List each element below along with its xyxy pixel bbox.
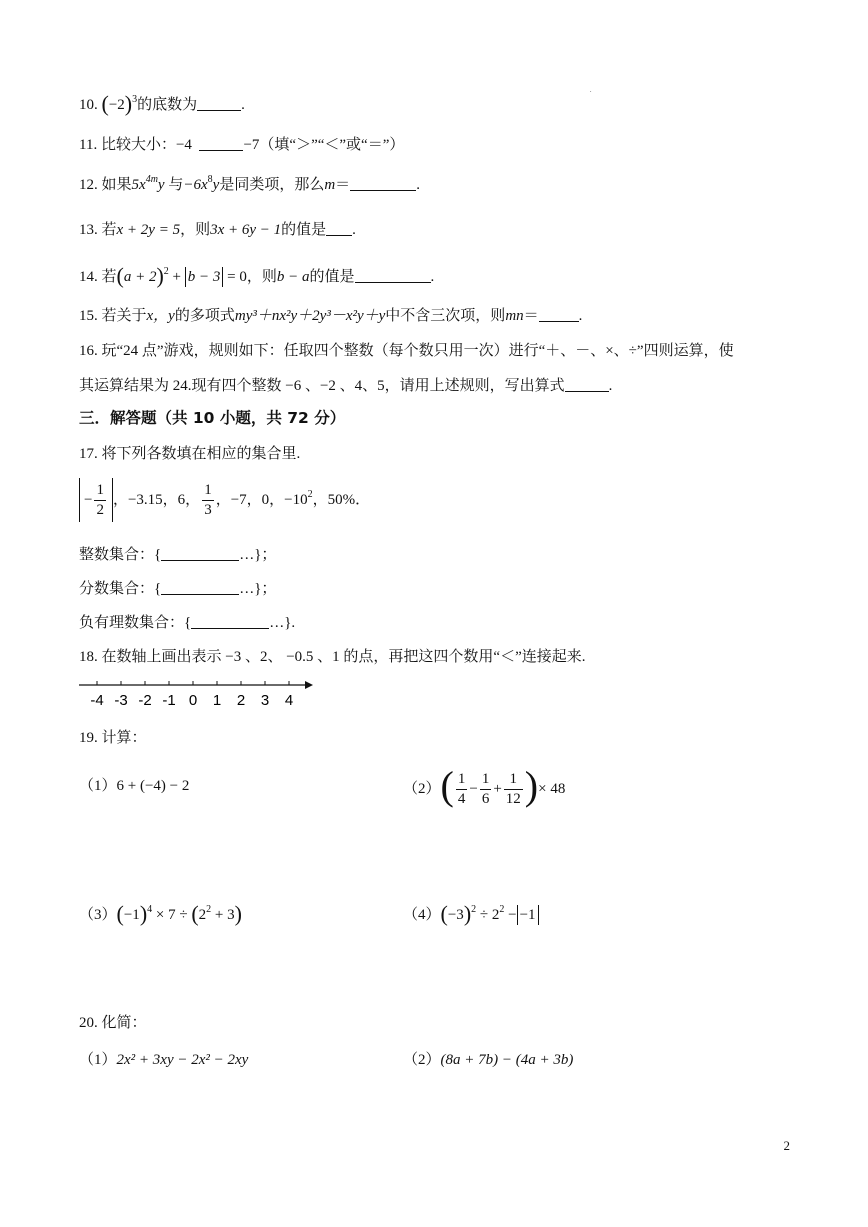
part-label: （2） [403, 1052, 441, 1068]
question-number: 19. [79, 730, 98, 746]
part-label: （4） [403, 907, 441, 923]
part-label: （2） [403, 781, 441, 797]
math-polynomial: my³＋nx²y＋2y³－x²y＋y [234, 308, 386, 324]
q20-part-2 [403, 1050, 573, 1070]
math-expression: 6 + (−4) − 2 [116, 778, 190, 794]
integer-set: 整数集合：{ …}； [79, 547, 277, 563]
math-expression: 2x² + 3xy − 2x² − 2xy [116, 1052, 249, 1068]
answer-blank[interactable] [350, 176, 416, 191]
answer-blank[interactable] [199, 136, 243, 151]
number-line-tick-label: -1 [162, 692, 176, 709]
arrow-icon [305, 681, 313, 689]
stray-dot: . [590, 88, 592, 94]
number-list: − $\frac{1}{2}$ ，−3.15，6， $\frac{1}{3}$ ，−7，0，$-10^2$，50%． [79, 478, 370, 522]
question-16-line2: 其运算结果为 24.现有四个整数 −6 、−2 、4、5，请用上述规则，写出算式 . [79, 378, 613, 394]
answer-blank[interactable] [326, 221, 352, 236]
math-absolute: b − 3 [185, 267, 224, 287]
question-15: 15. 若关于x，y的多项式my³＋nx²y＋2y³－x²y＋y中不含三次项，则mn＝ . [79, 308, 583, 324]
math-base: −2 [108, 97, 125, 113]
question-number: 18. [79, 649, 98, 665]
number-line-tick-label: 0 [188, 692, 198, 709]
question-number: 11. [79, 137, 98, 153]
part-label: （1） [79, 1052, 117, 1068]
question-text: 玩“24 点”游戏，规则如下：任取四个整数（每个数只用一次）进行“＋、－、×、÷”四则运算，使 [101, 343, 734, 359]
answer-blank[interactable] [161, 546, 239, 561]
question-text: 比较大小： [100, 137, 176, 153]
question-16 [79, 341, 734, 361]
set-label: 整数集合：{ [79, 547, 162, 563]
answer-blank[interactable] [191, 614, 269, 629]
q19-part-4: $(4)(-3)^2 \div 2^2 - -1$ [403, 904, 539, 925]
math-expression: (8a + 7b) − (4a + 3b) [440, 1052, 574, 1068]
math-term: −6x [183, 177, 208, 193]
answer-blank[interactable] [161, 580, 239, 595]
question-11 [79, 135, 404, 155]
number-line-tick-label: -3 [114, 692, 128, 709]
question-number: 14. [79, 269, 98, 285]
question-number: 16. [79, 343, 98, 359]
q20-part-1 [79, 1050, 248, 1070]
math-value: −7 [243, 137, 260, 153]
set-label: 负有理数集合：{ [79, 615, 192, 631]
question-number: 12. [79, 177, 98, 193]
question-19 [79, 728, 147, 748]
question-20 [79, 1013, 147, 1033]
number-line-tick-label: -4 [90, 692, 104, 709]
question-number: 17. [79, 446, 98, 462]
question-number: 13. [79, 222, 98, 238]
question-text: 将下列各数填在相应的集合里. [101, 446, 301, 462]
answer-blank[interactable] [355, 268, 431, 283]
number-line-tick-label: 2 [236, 692, 246, 709]
number-line-tick-label: 1 [212, 692, 222, 709]
set-label: 分数集合：{ [79, 581, 162, 597]
question-text: 其运算结果为 24.现有四个整数 −6 、−2 、4、5，请用上述规则，写出算式 [79, 378, 565, 394]
section-heading: 三．解答题（共 10 小题，共 72 分） [79, 409, 346, 427]
math-expression: 3x + 6y − 1 [210, 222, 282, 238]
math-value: −4 [175, 137, 192, 153]
question-number: 15. [79, 308, 98, 324]
answer-blank[interactable] [565, 377, 609, 392]
part-label: （1） [79, 778, 117, 794]
q19-part-3: $(3)(-1)^4 \times 7 \div (2^2 + 3)$ [79, 901, 242, 926]
question-14: 14. 若$(a + 2)^2 + b - 3 = 0$，则b − a的值是 . [79, 263, 435, 288]
negative-rational-set: 负有理数集合：{ …}. [79, 615, 296, 631]
math-condition: x + 2y = 5 [116, 222, 181, 238]
math-term: a + 2 [123, 269, 157, 285]
number-line-tick-label: 3 [260, 692, 270, 709]
q19-part-2: （2）( $\frac{1}{4}$ − $\frac{1}{6}$ + $\frac{1}{12}$ )× 48 [403, 763, 566, 808]
math-fraction: $\frac{1}{3}$ [204, 482, 212, 519]
question-text: 的底数为 [137, 97, 198, 113]
question-13: 13. 若x + 2y = 5，则3x + 6y − 1的值是 . [79, 222, 356, 238]
number-line-tick-label: -2 [138, 692, 152, 709]
question-hint: （填“＞”“＜”或“＝”） [259, 137, 405, 153]
question-12: 12. 如果$5x^{4m}y$ 与$-6x^8y$是同类项，那么m＝ . [79, 174, 420, 193]
math-exponent: 3 [132, 94, 138, 105]
question-text: 在数轴上画出表示 −3 、2、 −0.5 、1 的点，再把这四个数用“＜”连接起来. [101, 649, 586, 665]
question-number: 20. [79, 1015, 98, 1031]
number-line[interactable] [79, 676, 319, 710]
page-number: 2 [783, 1138, 790, 1153]
math-term: 5x [131, 177, 146, 193]
q19-part-1 [79, 776, 189, 796]
question-text: 计算： [101, 730, 147, 746]
math-absolute: − $\frac{1}{2}$ [79, 478, 113, 522]
answer-blank[interactable] [197, 96, 241, 111]
question-18 [79, 647, 586, 667]
part-label: （3） [79, 907, 117, 923]
answer-blank[interactable] [539, 307, 579, 322]
question-text: 化简： [101, 1015, 147, 1031]
question-number: 10. [79, 97, 98, 113]
question-17 [79, 444, 300, 464]
question-10: 10. $(-2)^3$的底数为 . [79, 91, 245, 116]
fraction-set: 分数集合：{ …}； [79, 581, 277, 597]
number-line-tick-label: 4 [284, 692, 294, 709]
